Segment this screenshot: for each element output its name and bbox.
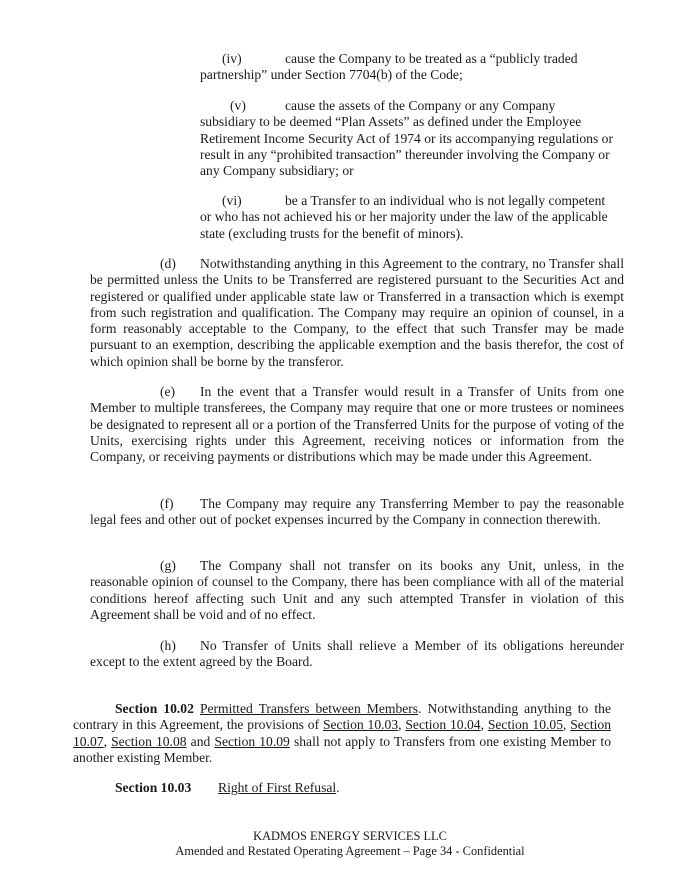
section-ref-10-03[interactable]: Section 10.03 (322, 717, 399, 733)
section-ref-10-05[interactable]: Section 10.05 (487, 717, 564, 733)
section-10-03 (115, 780, 515, 796)
section-10-02-sep-2: , (480, 717, 488, 733)
paragraph-g-label: (g) (160, 558, 176, 573)
item-iv-text-2: partnership” under Section 7704(b) of the Code; (200, 67, 463, 83)
section-10-02-text-2: shall not apply to Transfers from one existing Member to another existing Member. (73, 733, 611, 765)
item-vi-label: (vi) (222, 193, 242, 208)
paragraph-d (90, 256, 624, 370)
item-v-text-rest: subsidiary to be deemed “Plan Assets” as defined under the Employee Retirement Income Security Act of 1974 or its accompanying regulations or result in any “prohibited transaction” thereunder involving the Company or any Company subsidiary; or (200, 114, 613, 179)
section-ref-10-09[interactable]: Section 10.09 (214, 733, 290, 749)
item-v-label: (v) (230, 98, 246, 113)
footer-document-line: Amended and Restated Operating Agreement – Page 34 - Confidential (175, 844, 525, 858)
paragraph-e-text: In the event that a Transfer would result in a Transfer of Units from one Member to multiple transferees, the Company may require that one or more trustees or nominees be designated to represent all or a portion of the Transferred Units for the purpose of voting of the Units, exercising rights under this Agreement, receiving notices or information from the Company, or receiving payments or distributions which may be made under this Agreement. (90, 384, 624, 465)
section-10-02-number: Section 10.02 (115, 701, 194, 716)
section-ref-10-04[interactable]: Section 10.04 (405, 717, 481, 733)
section-10-02-sep-4: , (103, 733, 112, 749)
item-iv (200, 51, 630, 84)
paragraph-d-label: (d) (160, 256, 176, 271)
paragraph-d-text: Notwithstanding anything in this Agreement to the contrary, no Transfer shall be permitted unless the Units to be Transferred are registered pursuant to the Securities Act and registered or qualified under applicable state law or Transferred in a transaction which is exempt from such registration and qualification. The Company may require an opinion of counsel, in a form reasonably acceptable to the Company, to the effect that such Transfer may be made pursuant to an exemption, describing the applicable exemption and the basis therefor, the cost of which opinion shall be borne by the transferor. (90, 256, 624, 369)
paragraph-e (90, 384, 624, 465)
paragraph-h-text: No Transfer of Units shall relieve a Member of its obligations hereunder except to the extent agreed by the Board. (90, 638, 624, 670)
item-vi (200, 193, 630, 242)
paragraph-h (90, 638, 624, 671)
item-iv-text-1: cause the Company to be treated as a “publicly traded (285, 51, 578, 66)
section-10-02-title: Permitted Transfers between Members (199, 701, 419, 716)
section-ref-10-07[interactable]: Section 10.07 (73, 717, 612, 749)
section-10-02-text-1: . Notwithstanding anything to the contrary in this Agreement, the provisions of (73, 701, 611, 733)
item-vi-text-1: be a Transfer to an individual who is not legally competent (285, 193, 606, 208)
item-v (200, 98, 630, 179)
item-vi-first-line (200, 193, 630, 209)
section-10-03-title: Right of First Refusal (218, 780, 337, 795)
item-iv-first-line (200, 51, 630, 67)
section-10-03-period: . (336, 780, 340, 795)
item-vi-text-rest: or who has not achieved his or her majority under the law of the applicable state (excluding trusts for the benefit of minors). (200, 209, 608, 241)
paragraph-e-label: (e) (160, 384, 176, 399)
section-10-02 (73, 701, 611, 766)
item-v-text-1: cause the assets of the Company or any Company (285, 98, 556, 113)
footer-company: KADMOS ENERGY SERVICES LLC (253, 829, 447, 843)
paragraph-f-text: The Company may require any Transferring Member to pay the reasonable legal fees and other out of pocket expenses incurred by the Company in connection therewith. (90, 496, 624, 528)
item-iv-label: (iv) (222, 51, 242, 66)
section-10-03-number: Section 10.03 (115, 780, 192, 795)
paragraph-h-label: (h) (160, 638, 176, 653)
section-10-02-sep-3: , (563, 717, 571, 733)
paragraph-f (90, 496, 624, 529)
paragraph-g (90, 558, 624, 623)
paragraph-f-label: (f) (160, 496, 174, 511)
section-10-02-sep-1: , (398, 717, 406, 733)
section-ref-10-08[interactable]: Section 10.08 (111, 733, 187, 749)
paragraph-g-text: The Company shall not transfer on its books any Unit, unless, in the reasonable opinion of counsel to the Company, there has been compliance with all of the material conditions hereof affecting such Unit and any such attempted Transfer in violation of this Agreement shall be void and of no effect. (90, 558, 624, 622)
section-10-02-sep-5: and (186, 733, 215, 749)
item-v-first-line (200, 98, 630, 114)
